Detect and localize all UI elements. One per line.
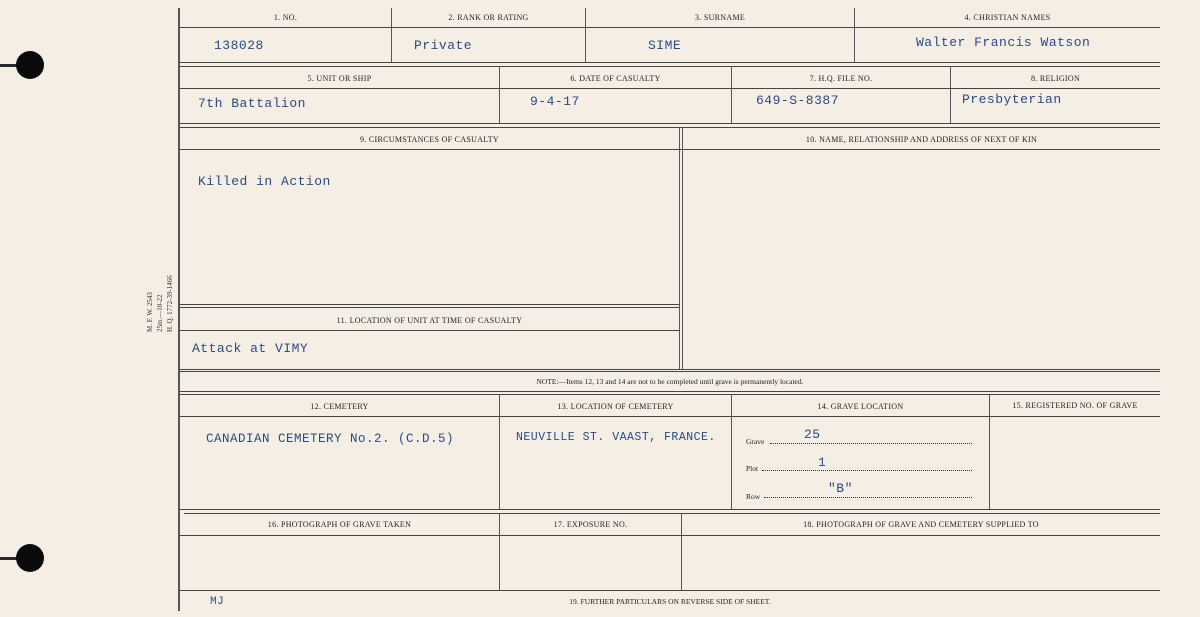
form-code-line1: M. F. W. 2543 [146, 292, 154, 332]
grave-label: Grave [746, 437, 765, 446]
row5-bottom [180, 590, 1160, 591]
date-label: 6. DATE OF CASUALTY [570, 74, 661, 83]
row4-top [180, 391, 1160, 392]
plot-label: Plot [746, 464, 759, 473]
surname-value: SIME [648, 38, 682, 53]
cemetery-value: CANADIAN CEMETERY No.2. (C.D.5) [206, 432, 455, 446]
surname-label: 3. SURNAME [694, 13, 746, 22]
rank-label: 2. RANK OR RATING [448, 13, 529, 22]
religion-value: Presbyterian [962, 92, 1062, 107]
location-of-cemetery-value: NEUVILLE ST. VAAST, FRANCE. [516, 431, 716, 444]
plot-dots [762, 470, 972, 471]
row-label: Row [746, 492, 761, 501]
row2-bottom [180, 123, 1160, 124]
punch-hole-bottom [16, 544, 44, 572]
photograph-supplied-label: 18. PHOTOGRAPH OF GRAVE AND CEMETERY SUPPLIED TO [803, 520, 1039, 529]
location-label-rule [180, 330, 679, 331]
date-value: 9-4-17 [530, 94, 580, 109]
rank-value: Private [414, 38, 473, 53]
file-label: 7. H.Q. FILE NO. [809, 74, 873, 83]
religion-label: 8. RELIGION [1030, 74, 1081, 83]
row5-top [184, 513, 1160, 514]
punch-hole-top [16, 51, 44, 79]
grave-location-label: 14. GRAVE LOCATION [817, 402, 904, 411]
row4-div2 [731, 394, 732, 509]
row4-top-b [180, 394, 1160, 395]
plot-value: 1 [818, 455, 827, 470]
row-value: "B" [828, 481, 853, 496]
unit-label: 5. UNIT OR SHIP [307, 74, 372, 83]
initials: MJ [210, 596, 225, 608]
registered-no-label: 15. REGISTERED NO. OF GRAVE [1012, 401, 1138, 410]
christian-names-value: Walter Francis Watson [916, 35, 1091, 50]
row4-div3 [989, 394, 990, 509]
row2-label-rule [180, 88, 1160, 89]
cemetery-label: 12. CEMETERY [310, 402, 369, 411]
row3-div [679, 127, 680, 369]
row1-bottom [180, 62, 1160, 63]
photograph-taken-label: 16. PHOTOGRAPH OF GRAVE TAKEN [267, 520, 412, 529]
row1-label-rule [180, 27, 1160, 28]
note-text: NOTE:—Items 12, 13 and 14 are not to be completed until grave is permanently located. [536, 377, 804, 386]
exposure-no-label: 17. EXPOSURE NO. [553, 520, 628, 529]
row3-bottom [180, 369, 1160, 370]
file-value: 649-S-8387 [756, 93, 840, 108]
next-of-kin-label: 10. NAME, RELATIONSHIP AND ADDRESS OF NEXT OF KIN [805, 135, 1038, 144]
form-code [120, 268, 184, 332]
location-label: 11. LOCATION OF UNIT AT TIME OF CASUALTY [336, 316, 523, 325]
row3-div-b [682, 127, 683, 369]
row-dots [764, 497, 972, 498]
row2-top [180, 66, 1160, 67]
christian-names-label: 4. CHRISTIAN NAMES [964, 13, 1051, 22]
row3-label-rule [180, 149, 1160, 150]
form-code-line3: H. Q. 1772-39-1466 [166, 275, 174, 332]
row3-bottom-b [180, 371, 1160, 372]
location-top [180, 304, 679, 305]
grave-value: 25 [804, 427, 821, 442]
circumstances-label: 9. CIRCUMSTANCES OF CASUALTY [359, 135, 500, 144]
row5-label-rule [180, 535, 1160, 536]
row4-label-rule [180, 416, 1160, 417]
circumstances-value: Killed in Action [198, 174, 331, 189]
row4-div1 [499, 394, 500, 509]
no-label: 1. NO. [273, 13, 298, 22]
row4-bottom [180, 509, 1160, 510]
row3-top [180, 127, 1160, 128]
location-of-cemetery-label: 13. LOCATION OF CEMETERY [557, 402, 674, 411]
grave-dots [770, 443, 972, 444]
location-value: Attack at VIMY [192, 341, 309, 356]
no-value: 138028 [214, 38, 264, 53]
unit-value: 7th Battalion [198, 96, 306, 111]
form-code-line2: 25m.—10-22 [156, 294, 164, 332]
location-top-b [180, 307, 679, 308]
further-particulars: 19. FURTHER PARTICULARS ON REVERSE SIDE OF SHEET. [569, 597, 771, 606]
